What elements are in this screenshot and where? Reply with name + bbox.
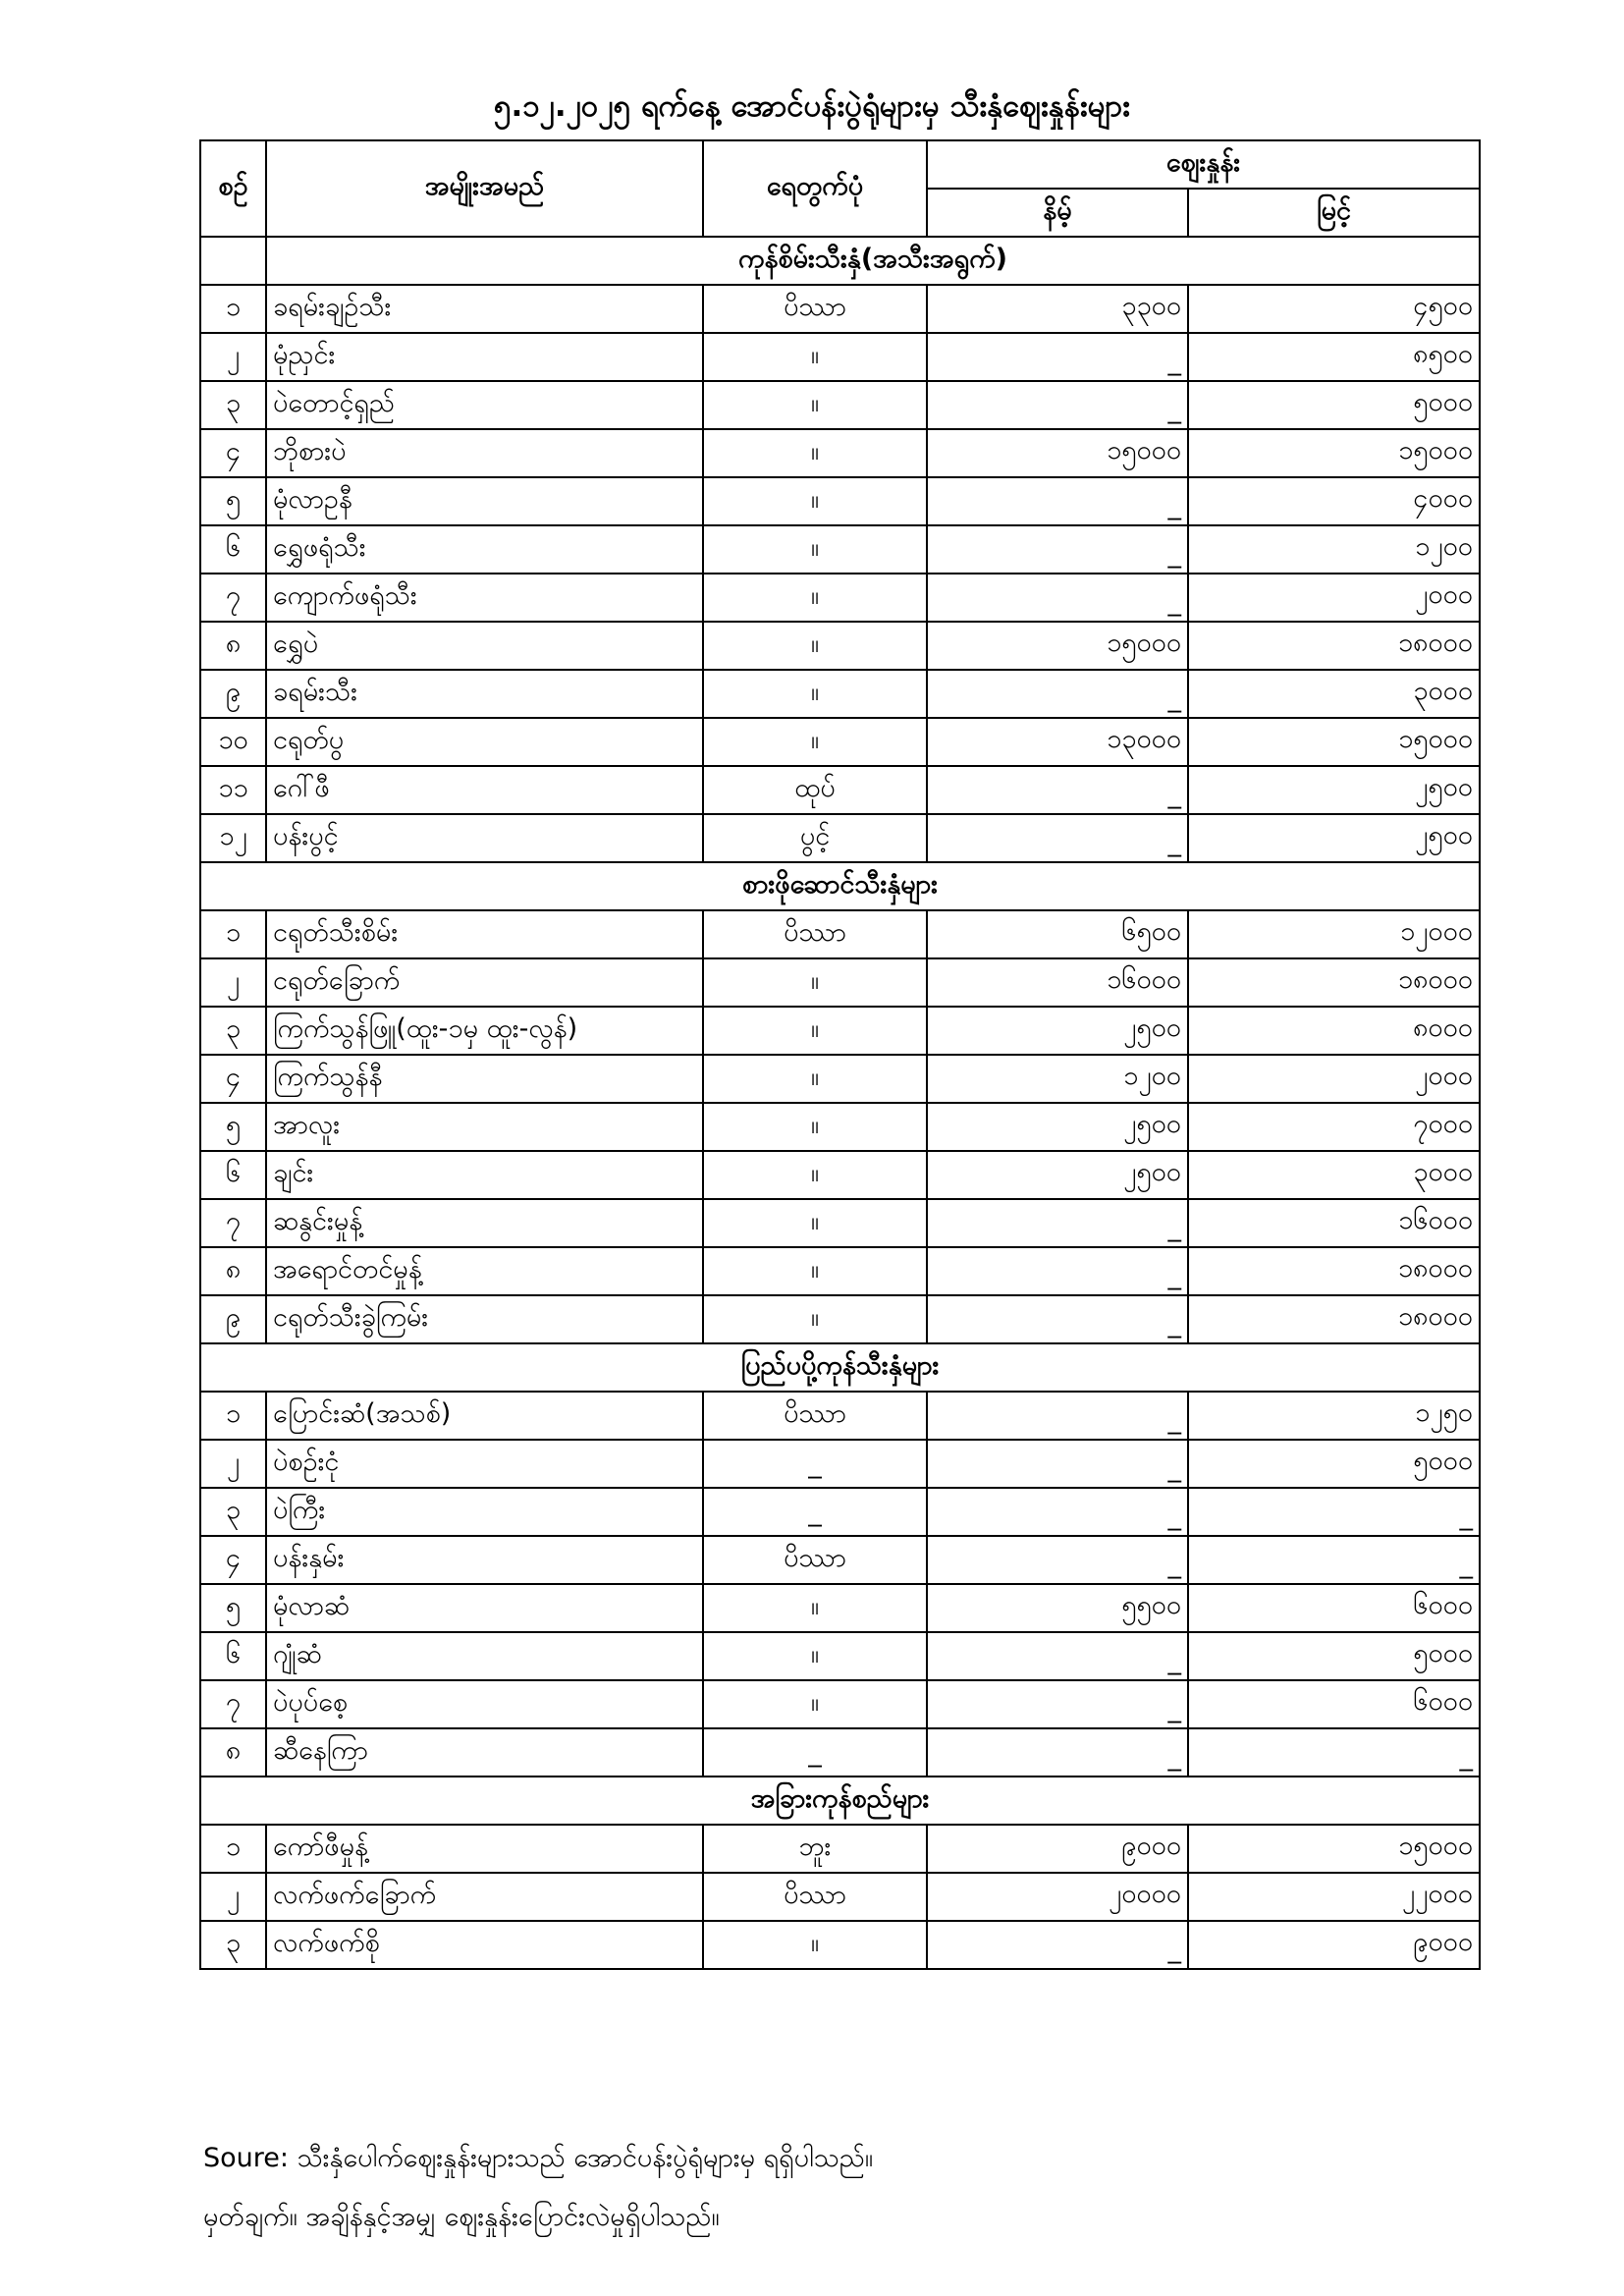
cell-low-price: ၃၃၀၀: [927, 285, 1188, 333]
section-row: [200, 1777, 1480, 1825]
cell-high-price: ၆၀၀၀: [1188, 1680, 1480, 1728]
cell-unit: ။: [703, 477, 927, 525]
cell-unit: ပိဿာ: [703, 1536, 927, 1584]
table-row: [200, 1584, 1480, 1632]
cell-no: ၁၂: [200, 814, 266, 862]
cell-no: ၂: [200, 333, 266, 381]
cell-low-price: ၂၅၀၀: [927, 1103, 1188, 1151]
header-unit: ရေတွက်ပုံ: [703, 140, 927, 237]
cell-unit: ။: [703, 1151, 927, 1199]
table-row: [200, 1825, 1480, 1873]
cell-low-price: _: [927, 1921, 1188, 1969]
header-high: မြင့်: [1188, 189, 1480, 237]
cell-name: ကော်ဖီမှုန့်: [266, 1825, 703, 1873]
cell-name: ပဲကြီး: [266, 1488, 703, 1536]
cell-high-price: ၂၀၀၀: [1188, 1055, 1480, 1103]
header-low: နိမ့်: [927, 189, 1188, 237]
cell-unit: ပိဿာ: [703, 1392, 927, 1440]
cell-name: ပန်းပွင့်: [266, 814, 703, 862]
cell-high-price: ၃၀၀၀: [1188, 670, 1480, 718]
cell-high-price: ၂၀၀၀: [1188, 574, 1480, 622]
table-row: [200, 1247, 1480, 1295]
cell-low-price: _: [927, 525, 1188, 574]
cell-name: ပဲစဉ်းငုံ: [266, 1440, 703, 1488]
cell-name: လက်ဖက်စို: [266, 1921, 703, 1969]
cell-high-price: ၁၈၀၀၀: [1188, 1295, 1480, 1343]
cell-no: ၈: [200, 1247, 266, 1295]
cell-name: ခရမ်းသီး: [266, 670, 703, 718]
cell-name: ဂျုံဆံ: [266, 1632, 703, 1680]
cell-unit: ။: [703, 1680, 927, 1728]
cell-name: ငရုတ်သီးစိမ်း: [266, 910, 703, 958]
cell-unit: ။: [703, 381, 927, 429]
table-row: [200, 1680, 1480, 1728]
cell-high-price: ၂၂၀၀၀: [1188, 1873, 1480, 1921]
cell-unit: ။: [703, 1199, 927, 1247]
cell-name: ရွှေဖရုံသီး: [266, 525, 703, 574]
cell-low-price: ၁၅၀၀၀: [927, 429, 1188, 477]
cell-high-price: _: [1188, 1728, 1480, 1777]
cell-low-price: ၁၅၀၀၀: [927, 622, 1188, 670]
cell-name: ခရမ်းချဉ်သီး: [266, 285, 703, 333]
section-title: ပြည်ပပို့ကုန်သီးနှံများ: [200, 1343, 1480, 1392]
cell-unit: ပိဿာ: [703, 1873, 927, 1921]
table-row: [200, 718, 1480, 766]
cell-name: ပန်းနှမ်း: [266, 1536, 703, 1584]
cell-low-price: ၂၅၀၀: [927, 1007, 1188, 1055]
cell-unit: ။: [703, 1632, 927, 1680]
cell-name: ကြက်သွန်နီ: [266, 1055, 703, 1103]
cell-no: ၃: [200, 1921, 266, 1969]
cell-unit: ။: [703, 622, 927, 670]
cell-no: ၄: [200, 1055, 266, 1103]
cell-no: ၁: [200, 285, 266, 333]
cell-low-price: _: [927, 381, 1188, 429]
cell-no: ၈: [200, 622, 266, 670]
cell-low-price: ၁၆၀၀၀: [927, 958, 1188, 1007]
table-row: [200, 814, 1480, 862]
cell-low-price: _: [927, 814, 1188, 862]
cell-no: ၆: [200, 1632, 266, 1680]
cell-high-price: ၁၅၀၀၀: [1188, 718, 1480, 766]
table-row: [200, 285, 1480, 333]
cell-name: ကျောက်ဖရုံသီး: [266, 574, 703, 622]
cell-high-price: ၈၀၀၀: [1188, 1007, 1480, 1055]
cell-high-price: ၈၅၀၀: [1188, 333, 1480, 381]
cell-no: ၉: [200, 670, 266, 718]
cell-name: ဆီနေကြာ: [266, 1728, 703, 1777]
cell-low-price: ၂၀၀၀၀: [927, 1873, 1188, 1921]
section-blank-cell: [200, 237, 266, 285]
cell-high-price: ၁၂၅၀: [1188, 1392, 1480, 1440]
cell-high-price: ၅၀၀၀: [1188, 1440, 1480, 1488]
cell-name: ဆနွင်းမှုန့်: [266, 1199, 703, 1247]
cell-unit: ။: [703, 1295, 927, 1343]
cell-high-price: _: [1188, 1536, 1480, 1584]
table-row: [200, 381, 1480, 429]
cell-low-price: _: [927, 333, 1188, 381]
table-row: [200, 910, 1480, 958]
cell-unit: ။: [703, 1055, 927, 1103]
cell-name: ငရုတ်ခြောက်: [266, 958, 703, 1007]
remark-note: မှတ်ချက်။ အချိန်နှင့်အမျှ ဈေးနှုန်းပြောင်းလဲမှုရှိပါသည်။: [203, 2202, 720, 2232]
price-table: [199, 139, 1481, 1970]
cell-unit: ။: [703, 333, 927, 381]
cell-low-price: _: [927, 1199, 1188, 1247]
cell-unit: ပိဿာ: [703, 285, 927, 333]
cell-high-price: ၂၅၀၀: [1188, 814, 1480, 862]
cell-name: ဂေါ်ဖီ: [266, 766, 703, 814]
cell-unit: ထုပ်: [703, 766, 927, 814]
cell-unit: ပိဿာ: [703, 910, 927, 958]
cell-no: ၁: [200, 910, 266, 958]
cell-low-price: _: [927, 1247, 1188, 1295]
table-row: [200, 958, 1480, 1007]
cell-low-price: ၁၃၀၀၀: [927, 718, 1188, 766]
cell-name: ဘိုစားပဲ: [266, 429, 703, 477]
cell-unit: ။: [703, 1921, 927, 1969]
table-row: [200, 1536, 1480, 1584]
cell-low-price: ၁၂၀၀: [927, 1055, 1188, 1103]
cell-high-price: ၄၅၀၀: [1188, 285, 1480, 333]
cell-unit: ။: [703, 1247, 927, 1295]
cell-low-price: _: [927, 1440, 1188, 1488]
table-row: [200, 1199, 1480, 1247]
cell-no: ၉: [200, 1295, 266, 1343]
cell-no: ၁၁: [200, 766, 266, 814]
cell-low-price: ၉၀၀၀: [927, 1825, 1188, 1873]
section-row: [200, 862, 1480, 910]
cell-unit: _: [703, 1488, 927, 1536]
cell-no: ၆: [200, 525, 266, 574]
cell-unit: _: [703, 1728, 927, 1777]
cell-name: ကြက်သွန်ဖြူ(ထူး-၁မှ ထူး-လွန်): [266, 1007, 703, 1055]
cell-name: ပဲပုပ်စေ့: [266, 1680, 703, 1728]
cell-no: ၅: [200, 477, 266, 525]
cell-name: ရွှေပဲ: [266, 622, 703, 670]
table-row: [200, 429, 1480, 477]
cell-low-price: _: [927, 477, 1188, 525]
cell-high-price: ၅၀၀၀: [1188, 1632, 1480, 1680]
cell-low-price: _: [927, 670, 1188, 718]
cell-high-price: ၉၀၀၀: [1188, 1921, 1480, 1969]
section-row: [200, 237, 1480, 285]
cell-high-price: ၁၈၀၀၀: [1188, 1247, 1480, 1295]
cell-low-price: ၆၅၀၀: [927, 910, 1188, 958]
cell-no: ၅: [200, 1103, 266, 1151]
cell-name: ပြောင်းဆံ(အသစ်): [266, 1392, 703, 1440]
section-title: အခြားကုန်စည်များ: [200, 1777, 1480, 1825]
cell-no: ၄: [200, 1536, 266, 1584]
cell-unit: ဘူး: [703, 1825, 927, 1873]
table-row: [200, 1632, 1480, 1680]
cell-unit: ။: [703, 1007, 927, 1055]
table-row: [200, 1295, 1480, 1343]
cell-high-price: ၁၈၀၀၀: [1188, 622, 1480, 670]
cell-no: ၄: [200, 429, 266, 477]
cell-no: ၈: [200, 1728, 266, 1777]
cell-no: ၇: [200, 574, 266, 622]
table-row: [200, 670, 1480, 718]
cell-unit: ။: [703, 958, 927, 1007]
cell-low-price: ၅၅၀၀: [927, 1584, 1188, 1632]
cell-name: အရောင်တင်မှုန့်: [266, 1247, 703, 1295]
cell-name: ချင်း: [266, 1151, 703, 1199]
cell-high-price: ၅၀၀၀: [1188, 381, 1480, 429]
table-body: [200, 237, 1480, 1969]
header-price: ဈေးနှုန်း: [927, 140, 1480, 189]
cell-high-price: ၁၂၀၀၀: [1188, 910, 1480, 958]
cell-no: ၅: [200, 1584, 266, 1632]
cell-low-price: _: [927, 1295, 1188, 1343]
cell-high-price: ၃၀၀၀: [1188, 1151, 1480, 1199]
table-row: [200, 1873, 1480, 1921]
cell-no: ၇: [200, 1199, 266, 1247]
table-row: [200, 1440, 1480, 1488]
cell-no: ၁: [200, 1825, 266, 1873]
cell-no: ၃: [200, 381, 266, 429]
cell-unit: ။: [703, 718, 927, 766]
table-row: [200, 1103, 1480, 1151]
table-row: [200, 1488, 1480, 1536]
cell-unit: ပွင့်: [703, 814, 927, 862]
cell-low-price: _: [927, 1536, 1188, 1584]
cell-no: ၁: [200, 1392, 266, 1440]
cell-low-price: _: [927, 1632, 1188, 1680]
cell-name: မုံညှင်း: [266, 333, 703, 381]
cell-unit: _: [703, 1440, 927, 1488]
section-title: ကုန်စိမ်းသီးနှံ(အသီးအရွက်): [266, 237, 1480, 285]
table-row: [200, 766, 1480, 814]
cell-no: ၂: [200, 958, 266, 1007]
cell-name: ငရုတ်သီးခွဲကြမ်း: [266, 1295, 703, 1343]
cell-high-price: ၁၅၀၀၀: [1188, 429, 1480, 477]
table-row: [200, 1921, 1480, 1969]
table-row: [200, 1392, 1480, 1440]
cell-unit: ။: [703, 1584, 927, 1632]
cell-high-price: ၂၅၀၀: [1188, 766, 1480, 814]
cell-low-price: _: [927, 1680, 1188, 1728]
cell-high-price: ၁၈၀၀၀: [1188, 958, 1480, 1007]
cell-low-price: _: [927, 574, 1188, 622]
cell-name: ပဲတောင့်ရှည်: [266, 381, 703, 429]
cell-name: မုံလာဆံ: [266, 1584, 703, 1632]
table-row: [200, 622, 1480, 670]
cell-low-price: _: [927, 1488, 1188, 1536]
header-no: စဉ်: [200, 140, 266, 237]
table-row: [200, 1151, 1480, 1199]
cell-high-price: ၁၅၀၀၀: [1188, 1825, 1480, 1873]
table-row: [200, 1007, 1480, 1055]
header-name: အမျိုးအမည်: [266, 140, 703, 237]
table-row: [200, 1728, 1480, 1777]
cell-no: ၂: [200, 1873, 266, 1921]
cell-unit: ။: [703, 525, 927, 574]
cell-high-price: ၄၀၀၀: [1188, 477, 1480, 525]
cell-no: ၃: [200, 1488, 266, 1536]
page-title: ၅.၁၂.၂၀၂၅ ရက်နေ့ အောင်ပန်းပွဲရုံများမှ သီးနှံဈေးနှုန်းများ: [494, 88, 1130, 124]
table-row: [200, 333, 1480, 381]
table-row: [200, 525, 1480, 574]
cell-name: ငရုတ်ပွ: [266, 718, 703, 766]
cell-no: ၆: [200, 1151, 266, 1199]
cell-high-price: ၁၂၀၀: [1188, 525, 1480, 574]
cell-high-price: ၇၀၀၀: [1188, 1103, 1480, 1151]
table-row: [200, 1055, 1480, 1103]
table-row: [200, 574, 1480, 622]
cell-high-price: ၆၀၀၀: [1188, 1584, 1480, 1632]
cell-no: ၇: [200, 1680, 266, 1728]
section-title: စားဖိုဆောင်သီးနှံများ: [200, 862, 1480, 910]
cell-unit: ။: [703, 670, 927, 718]
cell-low-price: _: [927, 1728, 1188, 1777]
cell-high-price: ၁၆၀၀၀: [1188, 1199, 1480, 1247]
cell-no: ၁၀: [200, 718, 266, 766]
cell-name: မုံလာဥနီ: [266, 477, 703, 525]
cell-low-price: _: [927, 766, 1188, 814]
cell-unit: ။: [703, 574, 927, 622]
cell-unit: ။: [703, 1103, 927, 1151]
cell-unit: ။: [703, 429, 927, 477]
cell-no: ၃: [200, 1007, 266, 1055]
cell-name: အာလူး: [266, 1103, 703, 1151]
source-note: Soure: သီးနှံပေါက်ဈေးနှုန်းများသည် အောင်ပန်းပွဲရုံများမှ ရရှိပါသည်။: [203, 2143, 874, 2173]
cell-name: လက်ဖက်ခြောက်: [266, 1873, 703, 1921]
section-row: [200, 1343, 1480, 1392]
cell-high-price: _: [1188, 1488, 1480, 1536]
cell-no: ၂: [200, 1440, 266, 1488]
cell-low-price: ၂၅၀၀: [927, 1151, 1188, 1199]
table-row: [200, 477, 1480, 525]
cell-low-price: _: [927, 1392, 1188, 1440]
